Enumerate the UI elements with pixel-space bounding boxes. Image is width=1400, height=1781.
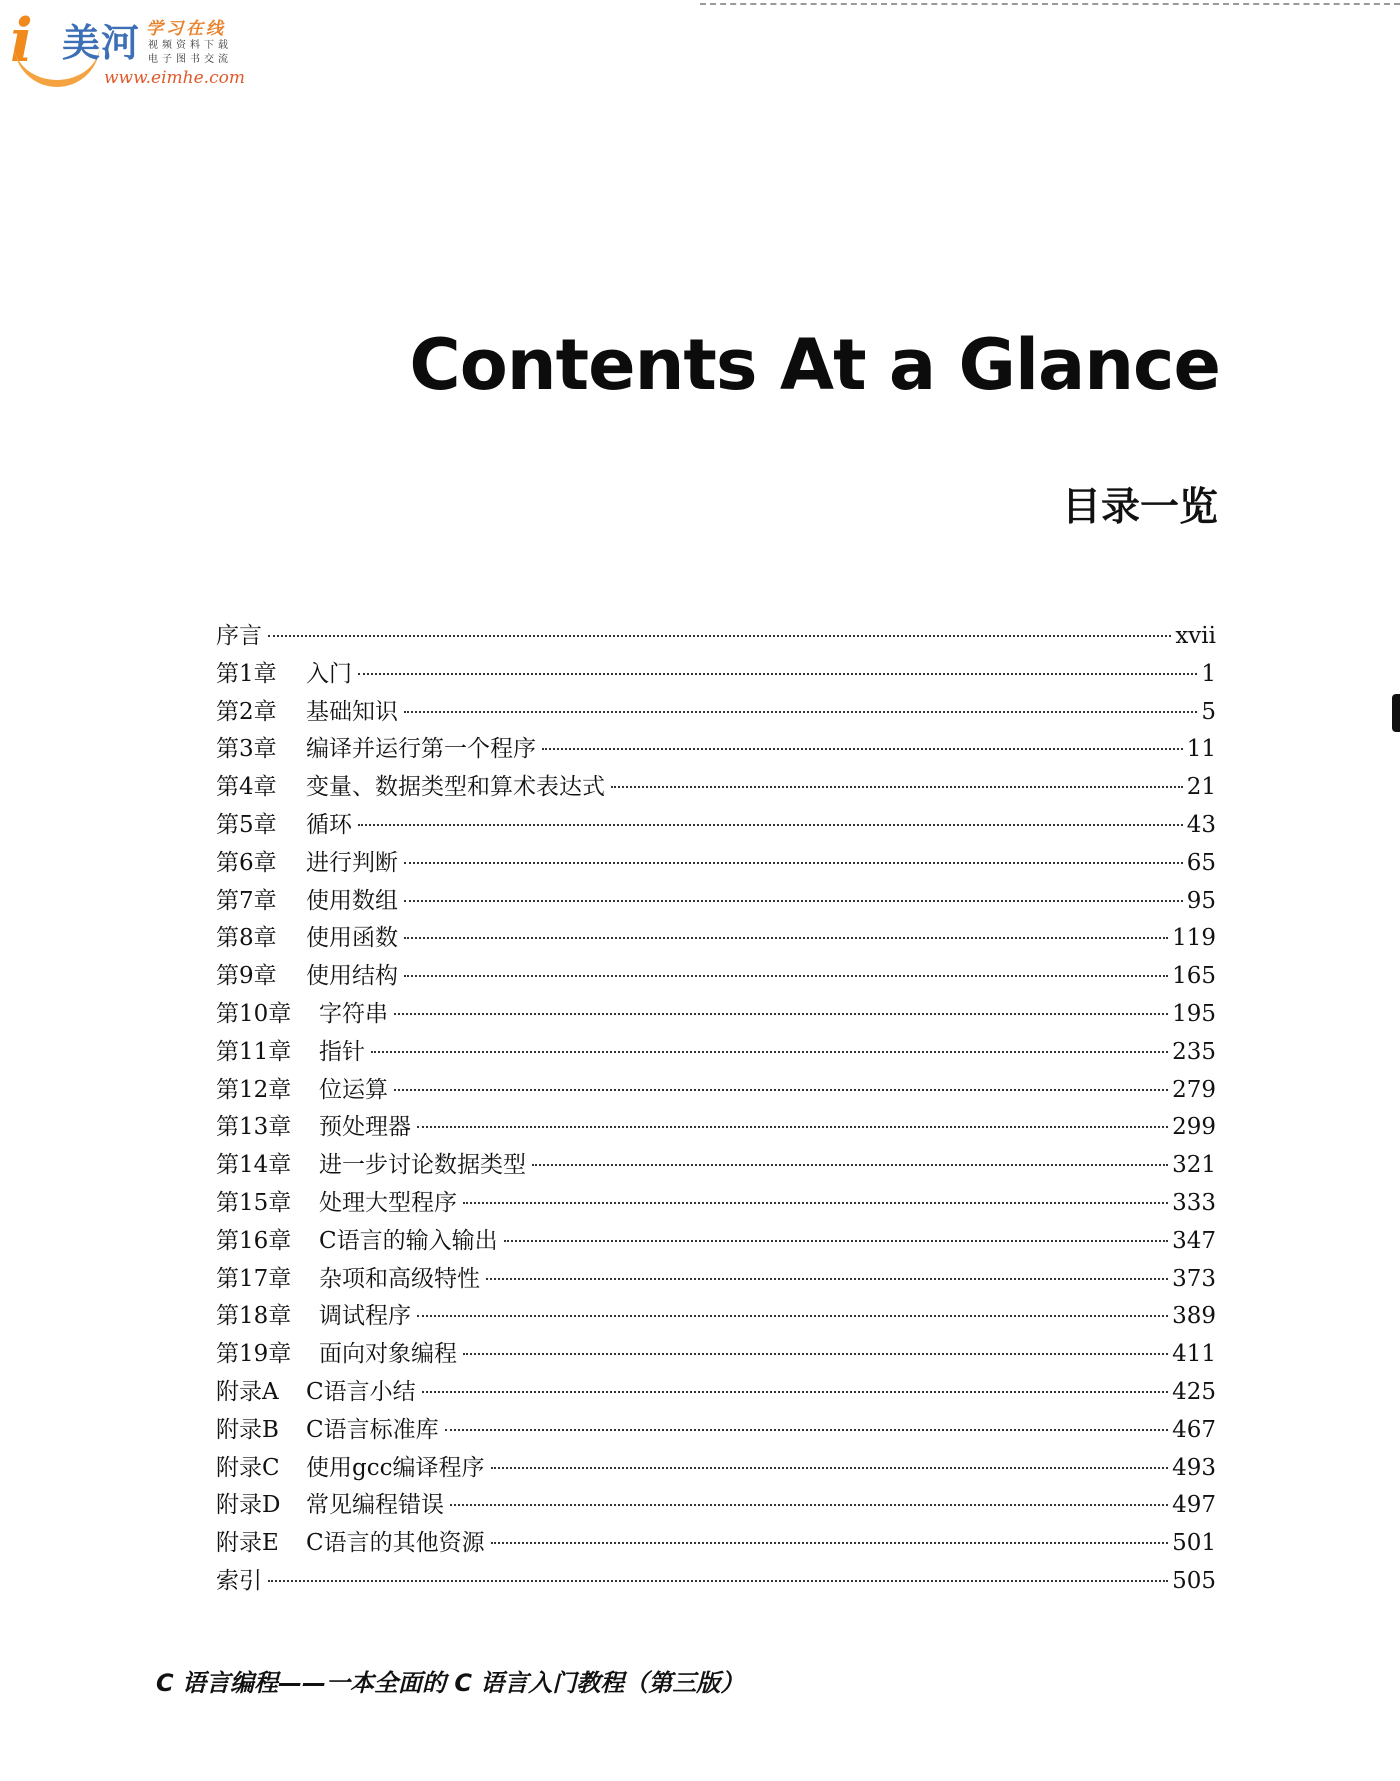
toc-entry bbox=[216, 920, 1216, 958]
toc-entry bbox=[216, 1525, 1216, 1563]
toc-entry-page: 497 bbox=[1172, 1492, 1216, 1519]
toc-entry-label: 使用数组 bbox=[306, 887, 398, 914]
toc-entry-number: 第10章 bbox=[216, 1000, 292, 1027]
toc-entry-number: 第7章 bbox=[216, 887, 277, 914]
toc-dot-leader bbox=[358, 673, 1197, 675]
page-title: Contents At a Glance bbox=[409, 324, 1220, 406]
toc-entry bbox=[216, 1374, 1216, 1412]
toc-entry bbox=[216, 694, 1216, 732]
toc-entry-page: 11 bbox=[1186, 736, 1216, 763]
toc-entry-page: 467 bbox=[1172, 1416, 1216, 1443]
toc-entry-page: 235 bbox=[1172, 1038, 1216, 1065]
toc-entry-number: 附录C bbox=[216, 1454, 280, 1481]
toc-dot-leader bbox=[404, 862, 1183, 864]
toc-dot-leader bbox=[611, 786, 1183, 788]
table-of-contents bbox=[216, 618, 1216, 1601]
toc-entry-number: 第14章 bbox=[216, 1152, 292, 1179]
toc-dot-leader bbox=[542, 748, 1183, 750]
toc-dot-leader bbox=[463, 1353, 1168, 1355]
toc-entry-number: 第8章 bbox=[216, 925, 277, 952]
toc-entry-label: 位运算 bbox=[319, 1076, 388, 1103]
toc-entry-label: 指针 bbox=[319, 1038, 365, 1065]
toc-entry-label: C语言的输入输出 bbox=[319, 1227, 498, 1254]
toc-entry bbox=[216, 845, 1216, 883]
toc-entry-page: 43 bbox=[1186, 811, 1216, 838]
toc-dot-leader bbox=[422, 1391, 1168, 1393]
toc-dot-leader bbox=[491, 1467, 1169, 1469]
toc-entry bbox=[216, 1487, 1216, 1525]
toc-entry-number: 第6章 bbox=[216, 849, 277, 876]
toc-entry-number: 第2章 bbox=[216, 698, 277, 725]
toc-dot-leader bbox=[404, 975, 1168, 977]
toc-entry-page: 501 bbox=[1172, 1530, 1216, 1557]
toc-entry-page: 389 bbox=[1172, 1303, 1216, 1330]
toc-entry-label: 杂项和高级特性 bbox=[319, 1265, 480, 1292]
toc-entry-number: 第1章 bbox=[216, 660, 277, 687]
toc-entry-label: C语言小结 bbox=[306, 1378, 416, 1405]
toc-entry-page: 411 bbox=[1172, 1341, 1216, 1368]
toc-entry-number: 第19章 bbox=[216, 1341, 292, 1368]
toc-entry-page: 333 bbox=[1172, 1189, 1216, 1216]
toc-dot-leader bbox=[417, 1126, 1168, 1128]
toc-entry-label: 预处理器 bbox=[319, 1114, 411, 1141]
toc-entry bbox=[216, 1147, 1216, 1185]
toc-entry-page: 95 bbox=[1186, 887, 1216, 914]
toc-dot-leader bbox=[268, 635, 1171, 637]
toc-entry-page: xvii bbox=[1175, 623, 1216, 649]
toc-entry-number: 第17章 bbox=[216, 1265, 292, 1292]
logo-url: www.eimhe.com bbox=[104, 68, 245, 88]
logo-letter-icon: i bbox=[10, 6, 33, 76]
toc-dot-leader bbox=[404, 937, 1168, 939]
toc-dot-leader bbox=[491, 1542, 1168, 1544]
toc-entry-number: 第11章 bbox=[216, 1038, 292, 1065]
toc-dot-leader bbox=[268, 1580, 1168, 1582]
toc-entry bbox=[216, 1185, 1216, 1223]
toc-entry bbox=[216, 1412, 1216, 1450]
toc-entry-page: 425 bbox=[1172, 1378, 1216, 1405]
logo-tagline-3: 电子图书交流 bbox=[148, 54, 232, 65]
toc-entry-number: 第5章 bbox=[216, 811, 277, 838]
toc-entry bbox=[216, 1223, 1216, 1261]
toc-entry-number: 附录D bbox=[216, 1492, 281, 1519]
toc-entry-label: 入门 bbox=[306, 660, 352, 687]
toc-entry-label: 进行判断 bbox=[306, 849, 398, 876]
toc-entry-page: 165 bbox=[1172, 963, 1216, 990]
toc-entry-number: 第15章 bbox=[216, 1189, 292, 1216]
toc-dot-leader bbox=[504, 1240, 1168, 1242]
toc-entry-label: 编译并运行第一个程序 bbox=[306, 736, 536, 763]
toc-entry-number: 第9章 bbox=[216, 963, 277, 990]
toc-entry-page: 279 bbox=[1172, 1076, 1216, 1103]
toc-entry-number: 第3章 bbox=[216, 736, 277, 763]
toc-entry-page: 1 bbox=[1201, 660, 1216, 687]
toc-entry-label: 使用结构 bbox=[306, 963, 398, 990]
toc-entry bbox=[216, 996, 1216, 1034]
toc-dot-leader bbox=[445, 1429, 1168, 1431]
toc-entry bbox=[216, 618, 1216, 656]
toc-entry-page: 195 bbox=[1172, 1000, 1216, 1027]
toc-entry-number: 第4章 bbox=[216, 774, 277, 801]
logo-tagline: 学习在线 bbox=[146, 19, 226, 39]
toc-entry bbox=[216, 1034, 1216, 1072]
logo-tagline-2: 视频资料下载 bbox=[148, 40, 232, 51]
toc-entry-number: 附录E bbox=[216, 1530, 279, 1557]
toc-entry bbox=[216, 1298, 1216, 1336]
toc-entry-label: 循环 bbox=[306, 811, 352, 838]
scan-artifact-line bbox=[700, 3, 1400, 5]
toc-entry-label: 变量、数据类型和算术表达式 bbox=[306, 774, 605, 801]
logo-name: 美河 bbox=[62, 21, 141, 65]
toc-entry-number: 附录B bbox=[216, 1416, 279, 1443]
toc-entry bbox=[216, 883, 1216, 921]
toc-entry-page: 347 bbox=[1172, 1227, 1216, 1254]
toc-entry-page: 21 bbox=[1186, 774, 1216, 801]
toc-dot-leader bbox=[450, 1504, 1168, 1506]
toc-dot-leader bbox=[358, 824, 1183, 826]
toc-entry-label: C语言的其他资源 bbox=[306, 1530, 485, 1557]
toc-entry-label: 基础知识 bbox=[306, 698, 398, 725]
toc-entry bbox=[216, 656, 1216, 694]
toc-entry bbox=[216, 769, 1216, 807]
toc-entry-label: 处理大型程序 bbox=[319, 1189, 457, 1216]
toc-entry-page: 119 bbox=[1172, 925, 1216, 952]
toc-entry-label: C语言标准库 bbox=[306, 1416, 439, 1443]
toc-dot-leader bbox=[404, 711, 1197, 713]
toc-entry-page: 505 bbox=[1172, 1567, 1216, 1594]
toc-entry-page: 5 bbox=[1201, 698, 1216, 725]
toc-entry bbox=[216, 1261, 1216, 1299]
toc-entry bbox=[216, 1336, 1216, 1374]
toc-entry-number: 第12章 bbox=[216, 1076, 292, 1103]
toc-entry-label: 使用函数 bbox=[306, 925, 398, 952]
toc-entry bbox=[216, 1109, 1216, 1147]
toc-entry-label: 字符串 bbox=[319, 1000, 388, 1027]
toc-dot-leader bbox=[532, 1164, 1168, 1166]
toc-entry-label: 序言 bbox=[216, 623, 262, 649]
toc-entry bbox=[216, 731, 1216, 769]
scan-edge-mark bbox=[1392, 694, 1400, 732]
toc-entry bbox=[216, 1450, 1216, 1488]
toc-entry-label: 使用gcc编译程序 bbox=[306, 1454, 485, 1481]
toc-dot-leader bbox=[463, 1202, 1168, 1204]
toc-entry-label: 调试程序 bbox=[319, 1303, 411, 1330]
book-title-footer: C 语言编程——一本全面的 C 语言入门教程（第三版） bbox=[156, 1669, 745, 1697]
toc-dot-leader bbox=[394, 1089, 1168, 1091]
toc-entry-page: 321 bbox=[1172, 1152, 1216, 1179]
toc-dot-leader bbox=[486, 1278, 1168, 1280]
toc-entry-page: 65 bbox=[1186, 849, 1216, 876]
toc-entry-page: 373 bbox=[1172, 1265, 1216, 1292]
toc-entry-number: 第16章 bbox=[216, 1227, 292, 1254]
toc-entry bbox=[216, 958, 1216, 996]
toc-entry-number: 附录A bbox=[216, 1378, 279, 1405]
toc-dot-leader bbox=[417, 1315, 1168, 1317]
toc-dot-leader bbox=[371, 1051, 1168, 1053]
toc-entry-label: 常见编程错误 bbox=[306, 1492, 444, 1519]
toc-entry-number: 第18章 bbox=[216, 1303, 292, 1330]
toc-entry-page: 299 bbox=[1172, 1114, 1216, 1141]
toc-entry-label: 面向对象编程 bbox=[319, 1341, 457, 1368]
toc-entry-number: 第13章 bbox=[216, 1114, 292, 1141]
toc-entry bbox=[216, 1563, 1216, 1601]
toc-entry-page: 493 bbox=[1172, 1454, 1216, 1481]
toc-dot-leader bbox=[404, 900, 1183, 902]
toc-entry bbox=[216, 1072, 1216, 1110]
toc-entry-label: 进一步讨论数据类型 bbox=[319, 1152, 526, 1179]
watermark-logo bbox=[8, 6, 248, 90]
toc-entry bbox=[216, 807, 1216, 845]
toc-dot-leader bbox=[394, 1013, 1168, 1015]
page-subtitle: 目录一览 bbox=[1061, 485, 1218, 530]
toc-entry-label: 索引 bbox=[216, 1567, 262, 1594]
